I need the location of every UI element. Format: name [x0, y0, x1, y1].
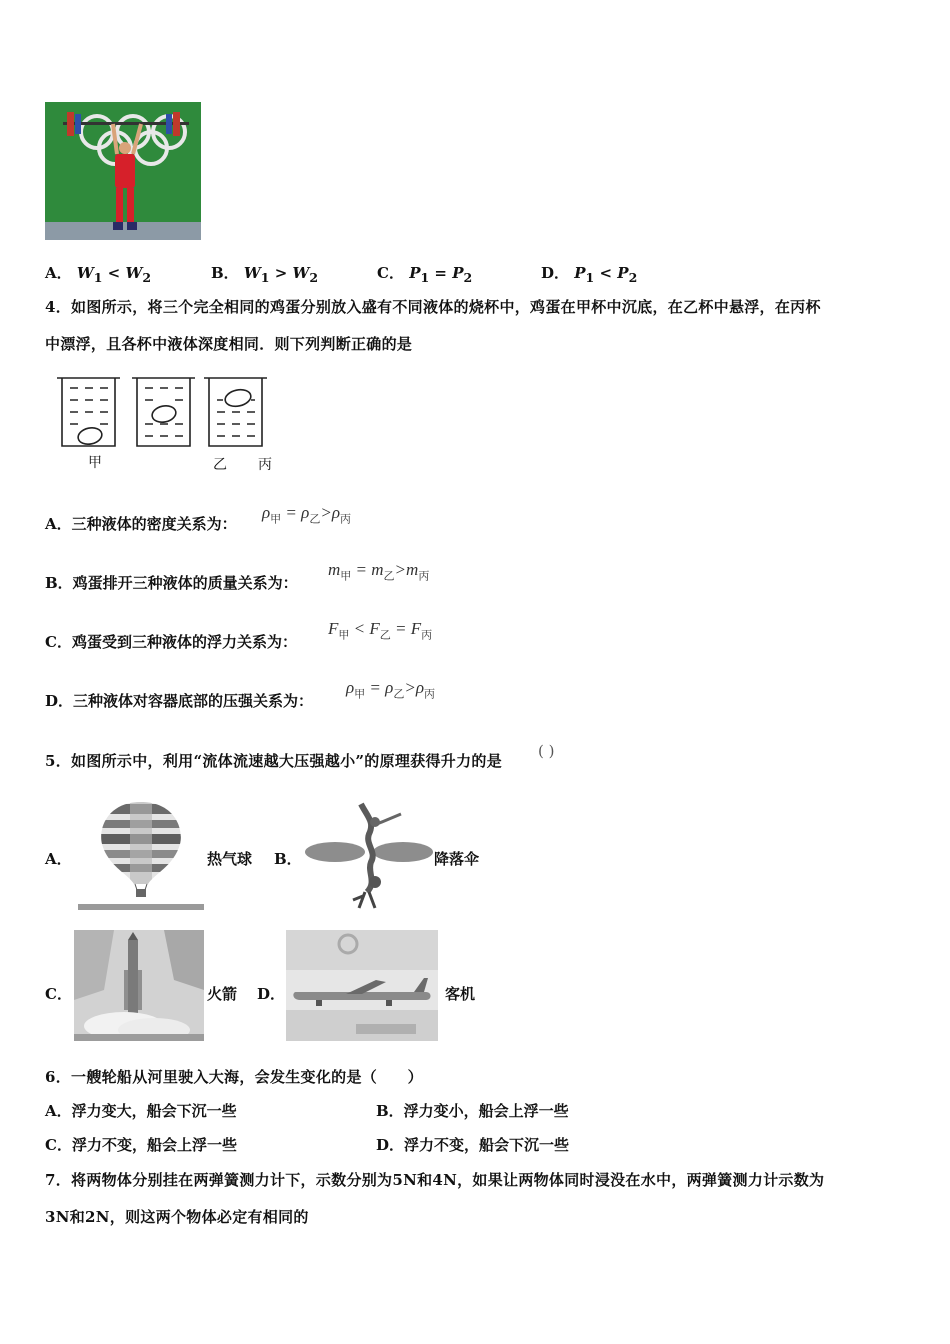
sub: 乙 — [393, 688, 405, 701]
rocket-image — [74, 930, 204, 1041]
q3-option-d[interactable] — [541, 262, 637, 285]
variable: P — [409, 264, 421, 282]
op: > — [404, 678, 416, 697]
q6-stem: 6．一艘轮船从河里驶入大海，会发生变化的是（ ） — [45, 1068, 423, 1086]
q5-option-b-caption: 降落伞 — [434, 850, 480, 868]
variable: W — [125, 264, 143, 282]
option-label: D． — [541, 264, 570, 282]
sub: 乙 — [383, 570, 395, 583]
sub: 丙 — [418, 570, 430, 583]
op: = — [355, 560, 368, 579]
beakers-figure — [52, 372, 284, 472]
subscript: 2 — [463, 270, 473, 285]
q6-option-c[interactable]: C．浮力不变，船会上浮一些 — [45, 1136, 237, 1154]
op: = — [395, 619, 407, 638]
airliner-image — [286, 930, 438, 1041]
op: < — [353, 619, 366, 638]
q5-option-d-label[interactable]: D． — [257, 985, 286, 1003]
var: F — [410, 619, 422, 638]
q5-option-d-caption: 客机 — [445, 985, 476, 1003]
caption-bing: 丙 — [258, 457, 272, 473]
var: m — [406, 560, 419, 579]
q5-stem: 5．如图所示中，利用“流体流速越大压强越小”的原理获得升力的是 — [45, 752, 502, 770]
subscript: 1 — [585, 270, 595, 285]
variable: W — [76, 264, 94, 282]
var: ρ — [262, 503, 271, 522]
q3-option-c[interactable] — [377, 262, 472, 285]
option-label: A． — [45, 264, 72, 282]
q6-option-b[interactable]: B．浮力变小，船会上浮一些 — [376, 1102, 569, 1120]
subscript: 1 — [260, 270, 270, 285]
q4-option-c[interactable]: C．鸡蛋受到三种液体的浮力关系为： — [45, 633, 297, 651]
q7-stem-line1: 7．将两物体分别挂在两弹簧测力计下，示数分别为5N和4N，如果让两物体同时浸没在水中，两弹簧测力计示数为 — [45, 1171, 825, 1189]
option-label: C． — [377, 264, 404, 282]
sub: 甲 — [340, 570, 352, 583]
subscript: 1 — [93, 270, 103, 285]
q5-option-a-caption: 热气球 — [207, 850, 253, 868]
q7-stem-line2: 3N和2N，则这两个物体必定有相同的 — [45, 1208, 309, 1226]
weightlifter-image — [45, 102, 201, 240]
q3-option-a[interactable] — [45, 262, 151, 285]
var: F — [328, 619, 339, 638]
op: > — [320, 503, 332, 522]
subscript: 2 — [142, 270, 152, 285]
q3-option-b[interactable] — [211, 262, 318, 285]
op: = — [369, 678, 381, 697]
q5-option-b-label[interactable]: B． — [274, 850, 302, 868]
caption-yi: 乙 — [213, 457, 227, 473]
parachute-image — [305, 800, 433, 912]
sub: 甲 — [270, 513, 282, 526]
hot-air-balloon-image — [78, 798, 204, 912]
var: m — [371, 560, 384, 579]
var: ρ — [346, 678, 355, 697]
sub: 甲 — [338, 629, 350, 642]
sub: 甲 — [354, 688, 366, 701]
sub: 丙 — [423, 688, 435, 701]
caption-jia: 甲 — [88, 455, 102, 471]
var: ρ — [301, 503, 310, 522]
subscript: 2 — [309, 270, 319, 285]
variable: W — [292, 264, 310, 282]
variable: W — [243, 264, 261, 282]
operator: < — [107, 264, 121, 282]
operator: = — [434, 264, 447, 282]
var: ρ — [331, 503, 340, 522]
q6-option-d[interactable]: D．浮力不变，船会下沉一些 — [376, 1136, 570, 1154]
q4-option-b[interactable]: B．鸡蛋排开三种液体的质量关系为： — [45, 574, 298, 592]
q5-bracket: ( ) — [538, 742, 555, 760]
sub: 丙 — [421, 629, 433, 642]
q5-option-c-label[interactable]: C． — [45, 985, 72, 1003]
variable: P — [617, 264, 629, 282]
subscript: 2 — [628, 270, 638, 285]
variable: P — [452, 264, 464, 282]
option-label: B． — [211, 264, 239, 282]
q4-option-a-formula — [262, 503, 351, 526]
var: F — [369, 619, 380, 638]
q4-option-d[interactable]: D．三种液体对容器底部的压强关系为： — [45, 692, 314, 710]
q4-option-a[interactable]: A．三种液体的密度关系为： — [45, 515, 237, 533]
sub: 乙 — [309, 513, 321, 526]
q4-option-b-formula — [328, 560, 429, 583]
q4-option-d-formula — [346, 678, 435, 701]
operator: < — [599, 264, 613, 282]
q4-stem-line2: 中漂浮，且各杯中液体深度相同．则下列判断正确的是 — [45, 335, 413, 353]
q4-stem-line1: 4．如图所示，将三个完全相同的鸡蛋分别放入盛有不同液体的烧杯中，鸡蛋在甲杯中沉底，在乙杯中悬浮，在丙杯 — [45, 298, 821, 316]
q6-option-a[interactable]: A．浮力变大，船会下沉一些 — [45, 1102, 237, 1120]
q4-option-c-formula — [328, 619, 432, 642]
q5-option-a-label[interactable]: A． — [45, 850, 72, 868]
op: > — [394, 560, 407, 579]
op: = — [285, 503, 297, 522]
q5-option-c-caption: 火箭 — [207, 985, 238, 1003]
var: ρ — [385, 678, 394, 697]
subscript: 1 — [420, 270, 430, 285]
operator: > — [274, 264, 288, 282]
sub: 乙 — [379, 629, 391, 642]
sub: 丙 — [339, 513, 351, 526]
var: ρ — [415, 678, 424, 697]
variable: P — [574, 264, 586, 282]
var: m — [328, 560, 341, 579]
